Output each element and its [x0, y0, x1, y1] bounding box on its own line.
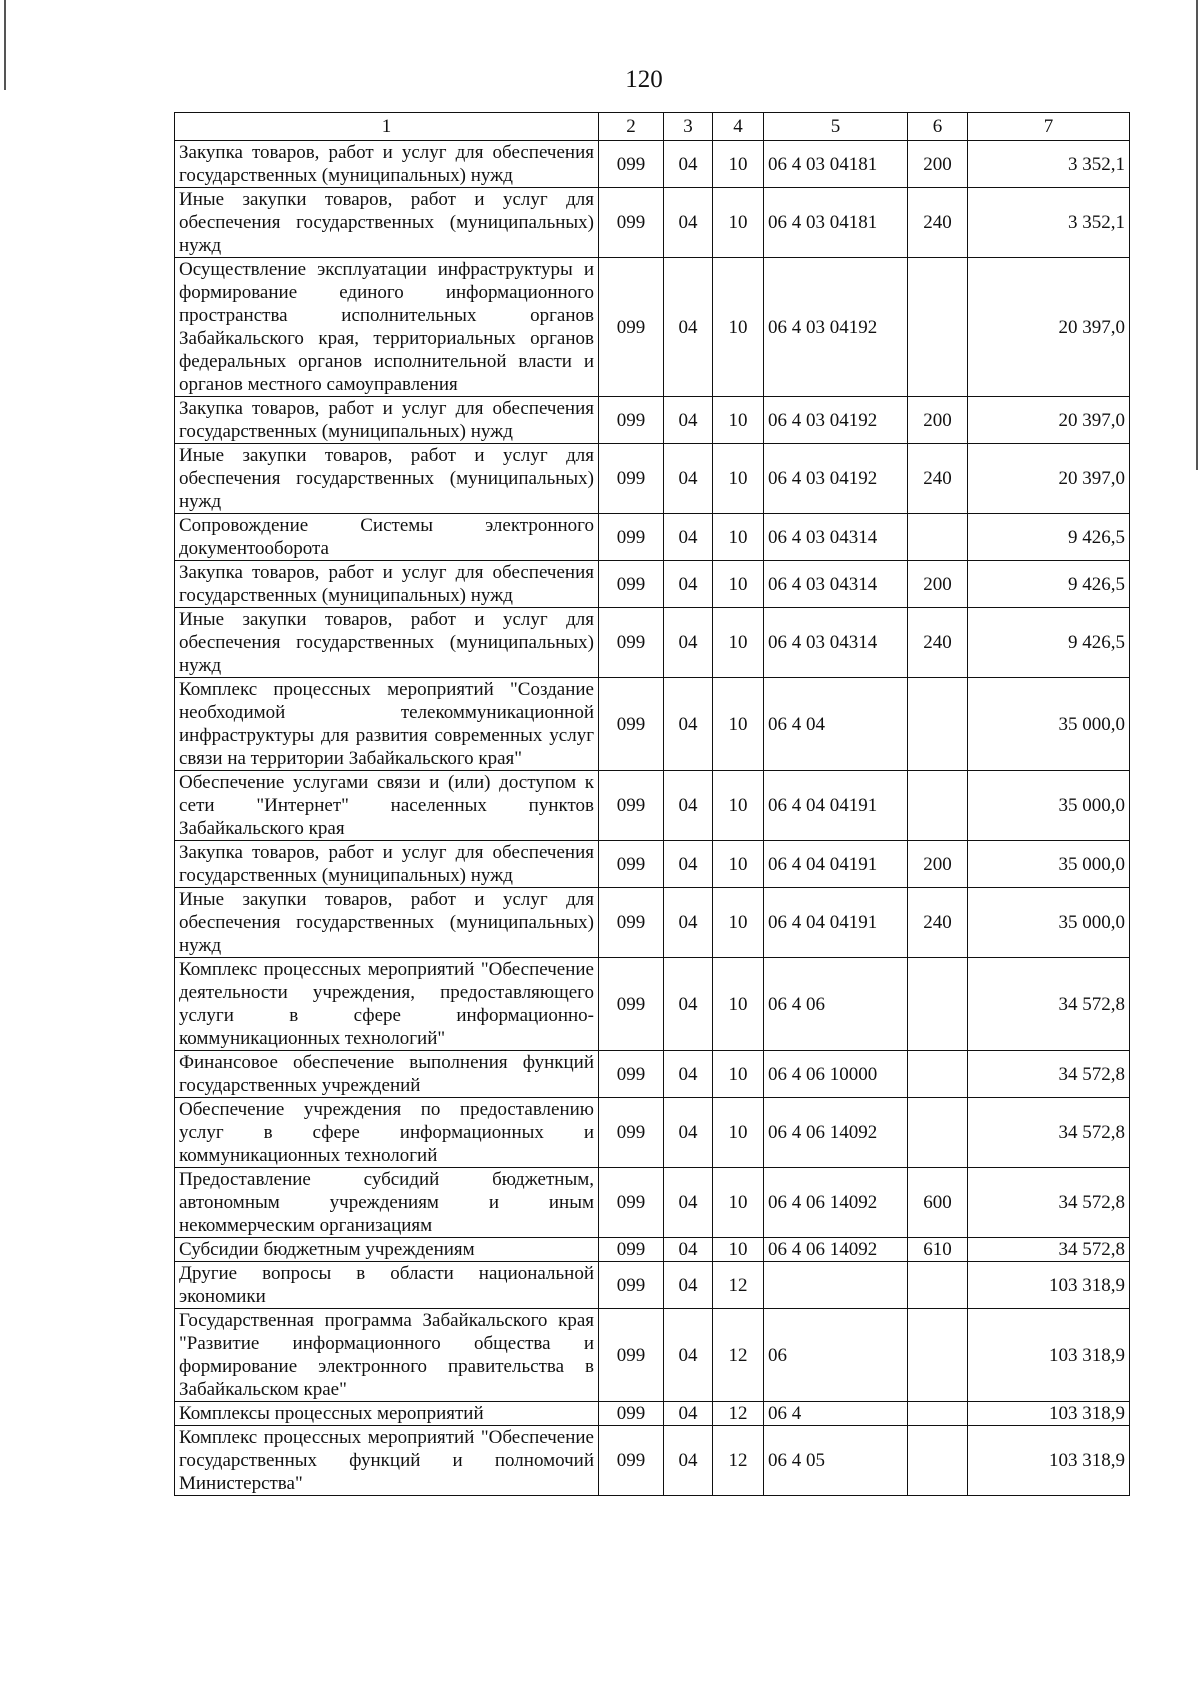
row-name-cell: Иные закупки товаров, работ и услуг для обеспечения государственных (муниципальных) нужд	[175, 444, 599, 514]
row-amount: 34 572,8	[968, 958, 1130, 1051]
row-expense-type	[908, 678, 968, 771]
row-name-cell: Осуществление эксплуатации инфраструктуры и формирование единого информационного пространства исполнительных органов Забайкальского края, территориальных органов федеральных органов исполнительной власти и органов местного самоуправления	[175, 258, 599, 397]
table-row	[175, 1262, 1130, 1309]
row-target-article: 06 4 03 04181	[764, 141, 908, 188]
row-ministry-code: 099	[599, 608, 664, 678]
table-row	[175, 841, 1130, 888]
row-amount: 34 572,8	[968, 1051, 1130, 1098]
row-section-code: 04	[664, 1402, 713, 1426]
row-section-code: 04	[664, 841, 713, 888]
row-expense-type	[908, 1098, 968, 1168]
row-subsection-code: 10	[713, 678, 764, 771]
row-section-code: 04	[664, 678, 713, 771]
row-section-code: 04	[664, 1051, 713, 1098]
table-row	[175, 958, 1130, 1051]
page-number: 120	[625, 66, 663, 93]
table-row	[175, 608, 1130, 678]
row-section-code: 04	[664, 888, 713, 958]
budget-table	[174, 112, 1130, 1496]
row-name-cell: Закупка товаров, работ и услуг для обеспечения государственных (муниципальных) нужд	[175, 841, 599, 888]
row-section-code: 04	[664, 514, 713, 561]
row-ministry-code: 099	[599, 1051, 664, 1098]
row-target-article: 06 4 03 04192	[764, 444, 908, 514]
row-amount: 20 397,0	[968, 444, 1130, 514]
row-section-code: 04	[664, 258, 713, 397]
header-col-3: 3	[664, 113, 713, 141]
row-section-code: 04	[664, 1262, 713, 1309]
row-subsection-code: 10	[713, 1051, 764, 1098]
row-ministry-code: 099	[599, 397, 664, 444]
row-target-article: 06 4 03 04314	[764, 514, 908, 561]
table-row	[175, 888, 1130, 958]
table-row	[175, 1051, 1130, 1098]
row-target-article: 06 4 06 14092	[764, 1098, 908, 1168]
row-subsection-code: 12	[713, 1426, 764, 1496]
row-name-cell: Иные закупки товаров, работ и услуг для обеспечения государственных (муниципальных) нужд	[175, 888, 599, 958]
row-target-article: 06 4	[764, 1402, 908, 1426]
row-expense-type	[908, 1426, 968, 1496]
row-name-cell: Финансовое обеспечение выполнения функций государственных учреждений	[175, 1051, 599, 1098]
row-expense-type: 240	[908, 888, 968, 958]
row-ministry-code: 099	[599, 841, 664, 888]
row-subsection-code: 12	[713, 1262, 764, 1309]
row-subsection-code: 10	[713, 1168, 764, 1238]
row-name-cell: Государственная программа Забайкальского края "Развитие информационного общества и формирование электронного правительства в Забайкальском крае"	[175, 1309, 599, 1402]
table-row	[175, 1168, 1130, 1238]
row-expense-type	[908, 1402, 968, 1426]
row-section-code: 04	[664, 608, 713, 678]
row-target-article: 06 4 06	[764, 958, 908, 1051]
table-row	[175, 1402, 1130, 1426]
row-ministry-code: 099	[599, 1238, 664, 1262]
row-name-cell: Иные закупки товаров, работ и услуг для обеспечения государственных (муниципальных) нужд	[175, 188, 599, 258]
row-expense-type	[908, 1051, 968, 1098]
row-target-article: 06 4 03 04181	[764, 188, 908, 258]
row-subsection-code: 10	[713, 188, 764, 258]
row-target-article	[764, 1262, 908, 1309]
row-amount: 103 318,9	[968, 1309, 1130, 1402]
row-expense-type: 600	[908, 1168, 968, 1238]
table-row	[175, 678, 1130, 771]
row-expense-type	[908, 514, 968, 561]
table-row	[175, 258, 1130, 397]
row-target-article: 06 4 03 04192	[764, 397, 908, 444]
row-amount: 9 426,5	[968, 608, 1130, 678]
header-row	[175, 113, 1130, 141]
row-amount: 103 318,9	[968, 1262, 1130, 1309]
header-col-5: 5	[764, 113, 908, 141]
row-subsection-code: 10	[713, 258, 764, 397]
row-expense-type: 200	[908, 397, 968, 444]
row-section-code: 04	[664, 1238, 713, 1262]
row-expense-type	[908, 258, 968, 397]
row-ministry-code: 099	[599, 444, 664, 514]
row-expense-type: 200	[908, 561, 968, 608]
row-expense-type	[908, 1262, 968, 1309]
row-name-cell: Иные закупки товаров, работ и услуг для обеспечения государственных (муниципальных) нужд	[175, 608, 599, 678]
row-expense-type: 200	[908, 141, 968, 188]
row-name-cell: Комплекс процессных мероприятий "Обеспечение государственных функций и полномочий Министерства"	[175, 1426, 599, 1496]
table-row	[175, 1309, 1130, 1402]
row-section-code: 04	[664, 188, 713, 258]
header-col-2: 2	[599, 113, 664, 141]
table-row	[175, 561, 1130, 608]
row-name-cell: Закупка товаров, работ и услуг для обеспечения государственных (муниципальных) нужд	[175, 397, 599, 444]
row-section-code: 04	[664, 958, 713, 1051]
row-name-cell: Комплекс процессных мероприятий "Создание необходимой телекоммуникационной инфраструктуры для развития современных услуг связи на территории Забайкальского края"	[175, 678, 599, 771]
row-section-code: 04	[664, 771, 713, 841]
row-expense-type: 240	[908, 444, 968, 514]
row-target-article: 06 4 04 04191	[764, 841, 908, 888]
row-subsection-code: 10	[713, 958, 764, 1051]
row-name-cell: Предоставление субсидий бюджетным, автономным учреждениям и иным некоммерческим организациям	[175, 1168, 599, 1238]
table-row	[175, 1426, 1130, 1496]
row-ministry-code: 099	[599, 1426, 664, 1496]
row-ministry-code: 099	[599, 514, 664, 561]
row-expense-type: 200	[908, 841, 968, 888]
row-subsection-code: 10	[713, 1238, 764, 1262]
row-subsection-code: 12	[713, 1402, 764, 1426]
row-target-article: 06	[764, 1309, 908, 1402]
row-name-cell: Закупка товаров, работ и услуг для обеспечения государственных (муниципальных) нужд	[175, 141, 599, 188]
row-target-article: 06 4 03 04314	[764, 561, 908, 608]
row-ministry-code: 099	[599, 888, 664, 958]
row-ministry-code: 099	[599, 1309, 664, 1402]
row-amount: 34 572,8	[968, 1168, 1130, 1238]
row-subsection-code: 10	[713, 841, 764, 888]
table-row	[175, 771, 1130, 841]
row-expense-type	[908, 958, 968, 1051]
table-row	[175, 397, 1130, 444]
table-row	[175, 514, 1130, 561]
row-subsection-code: 10	[713, 771, 764, 841]
row-ministry-code: 099	[599, 141, 664, 188]
row-amount: 20 397,0	[968, 258, 1130, 397]
header-col-4: 4	[713, 113, 764, 141]
row-amount: 35 000,0	[968, 771, 1130, 841]
row-amount: 3 352,1	[968, 141, 1130, 188]
row-ministry-code: 099	[599, 1262, 664, 1309]
row-amount: 9 426,5	[968, 561, 1130, 608]
row-name-cell: Сопровождение Системы электронного документооборота	[175, 514, 599, 561]
table-row	[175, 1238, 1130, 1262]
row-ministry-code: 099	[599, 561, 664, 608]
row-name-cell: Другие вопросы в области национальной экономики	[175, 1262, 599, 1309]
row-amount: 34 572,8	[968, 1238, 1130, 1262]
row-subsection-code: 10	[713, 141, 764, 188]
row-amount: 35 000,0	[968, 678, 1130, 771]
row-amount: 20 397,0	[968, 397, 1130, 444]
row-amount: 103 318,9	[968, 1426, 1130, 1496]
row-subsection-code: 10	[713, 561, 764, 608]
row-section-code: 04	[664, 1098, 713, 1168]
row-name-cell: Обеспечение услугами связи и (или) доступом к сети "Интернет" населенных пунктов Забайкальского края	[175, 771, 599, 841]
row-name-cell: Субсидии бюджетным учреждениям	[175, 1238, 599, 1262]
row-ministry-code: 099	[599, 258, 664, 397]
row-ministry-code: 099	[599, 188, 664, 258]
row-amount: 35 000,0	[968, 888, 1130, 958]
row-expense-type: 610	[908, 1238, 968, 1262]
row-target-article: 06 4 04 04191	[764, 771, 908, 841]
row-section-code: 04	[664, 561, 713, 608]
row-section-code: 04	[664, 397, 713, 444]
row-section-code: 04	[664, 1168, 713, 1238]
header-col-7: 7	[968, 113, 1130, 141]
table-row	[175, 141, 1130, 188]
row-ministry-code: 099	[599, 958, 664, 1051]
row-ministry-code: 099	[599, 1168, 664, 1238]
row-subsection-code: 10	[713, 888, 764, 958]
row-amount: 9 426,5	[968, 514, 1130, 561]
row-ministry-code: 099	[599, 1098, 664, 1168]
row-subsection-code: 10	[713, 1098, 764, 1168]
row-ministry-code: 099	[599, 771, 664, 841]
header-col-6: 6	[908, 113, 968, 141]
table-row	[175, 444, 1130, 514]
row-section-code: 04	[664, 1309, 713, 1402]
row-amount: 3 352,1	[968, 188, 1130, 258]
row-target-article: 06 4 04 04191	[764, 888, 908, 958]
row-expense-type: 240	[908, 188, 968, 258]
row-amount: 34 572,8	[968, 1098, 1130, 1168]
row-target-article: 06 4 06 14092	[764, 1168, 908, 1238]
row-section-code: 04	[664, 141, 713, 188]
row-expense-type: 240	[908, 608, 968, 678]
row-ministry-code: 099	[599, 678, 664, 771]
row-name-cell: Комплекс процессных мероприятий "Обеспечение деятельности учреждения, предоставляющего услуги в сфере информационно-коммуникационных технологий"	[175, 958, 599, 1051]
row-section-code: 04	[664, 1426, 713, 1496]
row-target-article: 06 4 04	[764, 678, 908, 771]
row-subsection-code: 12	[713, 1309, 764, 1402]
header-col-1: 1	[175, 113, 599, 141]
row-subsection-code: 10	[713, 514, 764, 561]
row-expense-type	[908, 1309, 968, 1402]
row-subsection-code: 10	[713, 444, 764, 514]
row-amount: 103 318,9	[968, 1402, 1130, 1426]
row-target-article: 06 4 03 04314	[764, 608, 908, 678]
row-target-article: 06 4 06 14092	[764, 1238, 908, 1262]
row-section-code: 04	[664, 444, 713, 514]
row-name-cell: Закупка товаров, работ и услуг для обеспечения государственных (муниципальных) нужд	[175, 561, 599, 608]
row-subsection-code: 10	[713, 608, 764, 678]
row-name-cell: Комплексы процессных мероприятий	[175, 1402, 599, 1426]
row-target-article: 06 4 06 10000	[764, 1051, 908, 1098]
row-expense-type	[908, 771, 968, 841]
table-row	[175, 188, 1130, 258]
row-name-cell: Обеспечение учреждения по предоставлению услуг в сфере информационных и коммуникационных технологий	[175, 1098, 599, 1168]
table-row	[175, 1098, 1130, 1168]
row-amount: 35 000,0	[968, 841, 1130, 888]
row-ministry-code: 099	[599, 1402, 664, 1426]
row-target-article: 06 4 05	[764, 1426, 908, 1496]
row-subsection-code: 10	[713, 397, 764, 444]
row-target-article: 06 4 03 04192	[764, 258, 908, 397]
